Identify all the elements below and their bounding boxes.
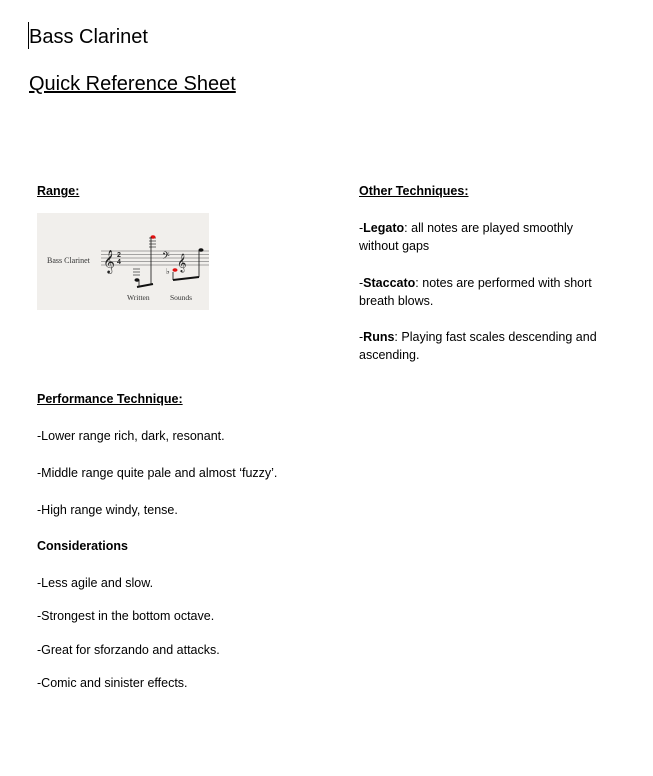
range-heading: Range: [37, 184, 80, 198]
treble-clef-icon-2: 𝄞 [177, 255, 187, 272]
svg-text:4: 4 [117, 259, 121, 266]
flat-icon: ♭ [166, 267, 170, 276]
performance-item: -Middle range quite pale and almost ‘fuzzy’. [37, 466, 278, 480]
performance-item: -High range windy, tense. [37, 503, 178, 517]
consideration-item: -Comic and sinister effects. [37, 676, 188, 690]
technique-legato: -Legato: all notes are played smoothly without gaps [359, 221, 574, 253]
document-subtitle: Quick Reference Sheet [29, 73, 236, 95]
bass-clef-icon: 𝄢 [162, 250, 170, 264]
staff-notation [37, 213, 209, 310]
consideration-item: -Less agile and slow. [37, 576, 154, 590]
performance-item: -Lower range rich, dark, resonant. [37, 429, 225, 443]
written-label: Written [127, 293, 150, 302]
consideration-item: -Great for sforzando and attacks. [37, 643, 220, 657]
time-signature: 2 [117, 252, 121, 259]
technique-runs: -Runs: Playing fast scales descending and ascending. [359, 330, 597, 362]
performance-technique-heading: Performance Technique: [37, 392, 183, 406]
technique-term: Legato [363, 221, 405, 235]
consideration-item: -Strongest in the bottom octave. [37, 609, 215, 623]
treble-clef-icon: 𝄞 [103, 251, 115, 273]
sounds-label: Sounds [170, 293, 193, 302]
document-title: Bass Clarinet [29, 26, 148, 48]
technique-term: Staccato [363, 276, 416, 290]
other-techniques-heading: Other Techniques: [359, 184, 469, 198]
technique-staccato: -Staccato: notes are performed with short breath blows. [359, 276, 592, 308]
technique-term: Runs [363, 330, 395, 344]
instrument-label: Bass Clarinet [47, 256, 90, 265]
range-notation-image [37, 213, 209, 310]
considerations-heading: Considerations [37, 539, 128, 553]
ledger-lines [133, 238, 156, 275]
